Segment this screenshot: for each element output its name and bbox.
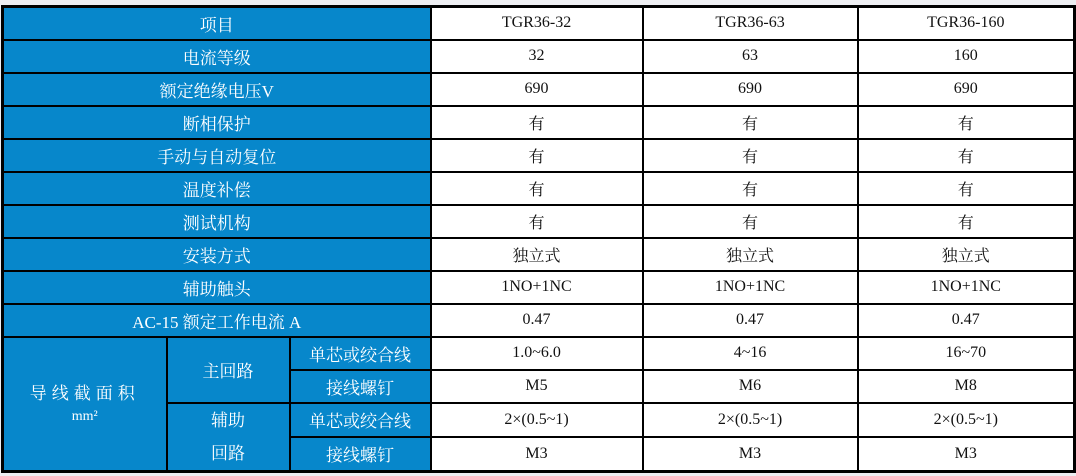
row-label-item: 项目 [3,7,431,40]
sub-row-label: 单芯或绞合线 [290,337,431,370]
sub-row-label: 接线螺钉 [290,370,431,403]
product-name: TGR36-32 [431,7,643,40]
spec-table [1,5,1076,473]
spec-value: M5 [431,370,643,403]
product-name: TGR36-63 [643,7,858,40]
spec-value: 有 [431,205,643,238]
row-label: 额定绝缘电压V [3,73,431,106]
spec-row-temp-compensation [3,172,1075,205]
spec-row-mounting [3,238,1075,271]
main-circuit-label: 主回路 [167,337,290,403]
aux-circuit-label [167,403,290,472]
spec-value: 160 [858,40,1075,73]
spec-value: 有 [643,106,858,139]
spec-value: 690 [643,73,858,106]
row-label: 温度补偿 [3,172,431,205]
spec-value: 32 [431,40,643,73]
spec-row-manual-auto-reset [3,139,1075,172]
spec-row-ac15-current [3,304,1075,337]
spec-value: 有 [858,172,1075,205]
spec-value: 有 [643,205,858,238]
row-label: AC-15 额定工作电流 A [3,304,431,337]
table-header-row [3,7,1075,40]
spec-row-test-mechanism [3,205,1075,238]
spec-row-current-grade [3,40,1075,73]
spec-value: 1.0~6.0 [431,337,643,370]
spec-value: 有 [858,139,1075,172]
spec-value: 1NO+1NC [431,271,643,304]
spec-value: 1NO+1NC [643,271,858,304]
wire-area-label [3,337,167,472]
spec-value: 有 [858,106,1075,139]
wire-area-label-text: 导线截面积 [29,383,140,403]
spec-value: M3 [431,437,643,471]
row-label: 手动与自动复位 [3,139,431,172]
sub-row-label: 单芯或绞合线 [290,403,431,437]
spec-value: 0.47 [431,304,643,337]
spec-value: 有 [431,106,643,139]
spec-value: M3 [858,437,1075,471]
spec-value: 独立式 [643,238,858,271]
spec-value: 2×(0.5~1) [643,403,858,437]
sub-row-label: 接线螺钉 [290,437,431,471]
spec-row-aux-contacts [3,271,1075,304]
spec-value: 4~16 [643,337,858,370]
spec-value: 有 [431,172,643,205]
spec-value: M6 [643,370,858,403]
spec-value: M8 [858,370,1075,403]
spec-row-phase-loss-protection [3,106,1075,139]
spec-value: 2×(0.5~1) [858,403,1075,437]
spec-value: 独立式 [858,238,1075,271]
aux-circuit-label-line1: 辅助 [211,410,245,430]
spec-value: 有 [643,139,858,172]
aux-circuit-label-line2: 回路 [211,443,245,463]
row-label: 测试机构 [3,205,431,238]
spec-value: 2×(0.5~1) [431,403,643,437]
product-name: TGR36-160 [858,7,1075,40]
spec-value: M3 [643,437,858,471]
spec-value: 16~70 [858,337,1075,370]
row-label: 电流等级 [3,40,431,73]
spec-value: 690 [858,73,1075,106]
spec-value: 63 [643,40,858,73]
wire-row-main-strand [3,337,1075,370]
spec-value: 有 [643,172,858,205]
row-label: 安装方式 [3,238,431,271]
spec-value: 有 [858,205,1075,238]
row-label: 断相保护 [3,106,431,139]
spec-value: 0.47 [858,304,1075,337]
spec-value: 690 [431,73,643,106]
spec-value: 0.47 [643,304,858,337]
row-label: 辅助触头 [3,271,431,304]
spec-value: 独立式 [431,238,643,271]
spec-value: 1NO+1NC [858,271,1075,304]
spec-value: 有 [431,139,643,172]
spec-row-insulation-voltage [3,73,1075,106]
wire-area-unit: mm² [71,408,98,424]
